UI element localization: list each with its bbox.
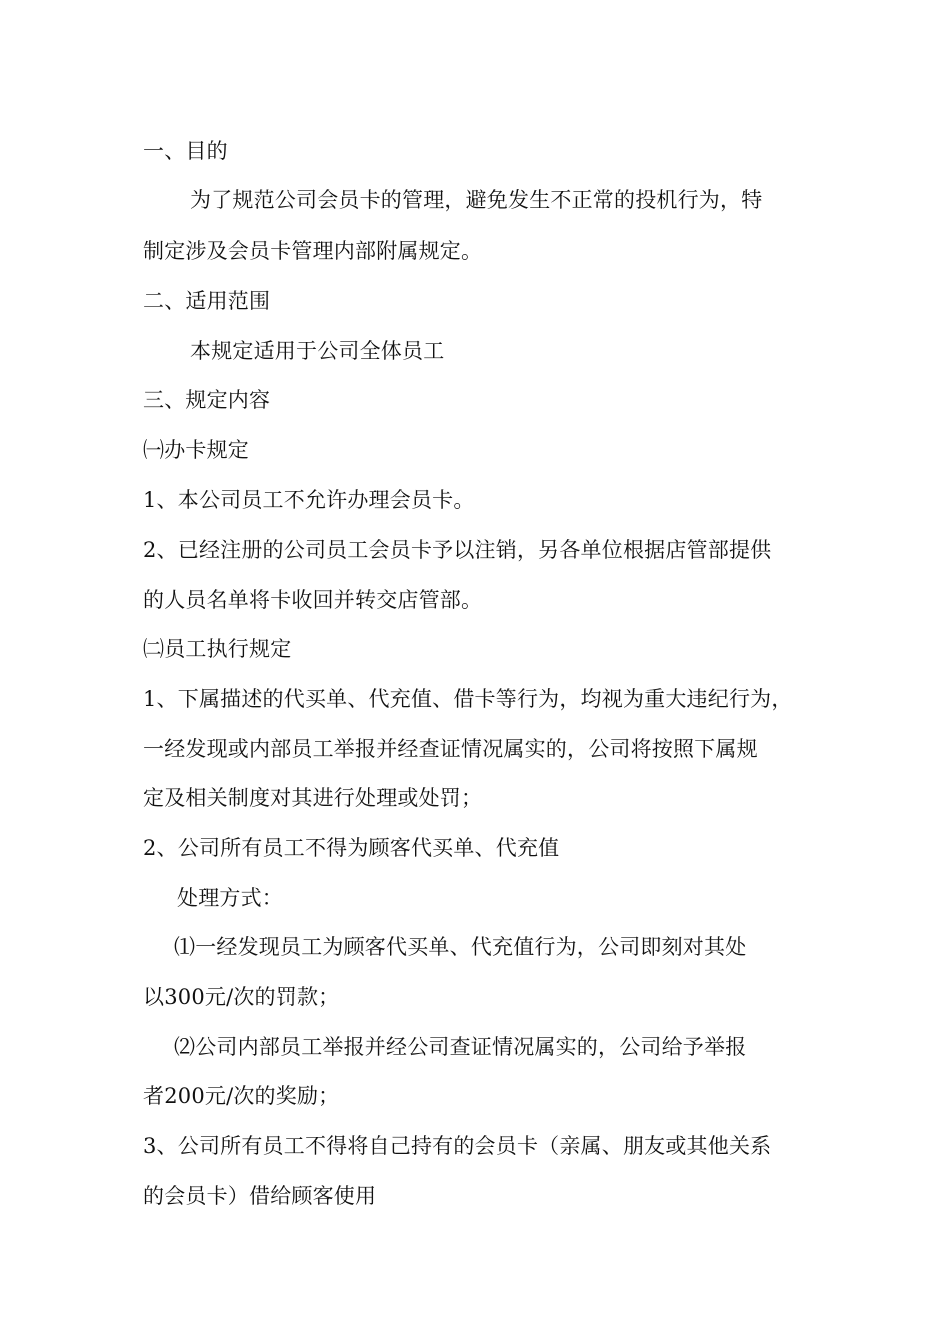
rule-item: 1、下属描述的代买单、代充值、借卡等行为，均视为重大违纪行为，: [143, 687, 793, 711]
paragraph-line: 制定涉及会员卡管理内部附属规定。: [143, 239, 483, 263]
paragraph-line: 的人员名单将卡收回并转交店管部。: [143, 588, 483, 612]
subsection-heading-employee-rules: ㈡员工执行规定: [143, 637, 292, 661]
paragraph-line: 定及相关制度对其进行处理或处罚；: [143, 786, 483, 810]
section-heading-purpose: 一、目的: [143, 139, 228, 163]
section-heading-scope: 二、适用范围: [143, 289, 271, 313]
handling-method-label: 处理方式：: [177, 886, 283, 910]
rule-item: 1、本公司员工不允许办理会员卡。: [143, 488, 475, 512]
paragraph-line: 以300元/次的罚款；: [143, 985, 340, 1009]
section-heading-content: 三、规定内容: [143, 388, 271, 412]
paragraph-line: 者200元/次的奖励；: [143, 1084, 340, 1108]
rule-item: 3、公司所有员工不得将自己持有的会员卡（亲属、朋友或其他关系: [143, 1134, 772, 1158]
subsection-heading-card-application: ㈠办卡规定: [143, 438, 249, 462]
paragraph-line: 的会员卡）借给顾客使用: [143, 1184, 377, 1208]
paragraph-line: 为了规范公司会员卡的管理，避免发生不正常的投机行为，特: [190, 188, 763, 212]
reward-item: ⑵公司内部员工举报并经公司查证情况属实的，公司给予举报: [174, 1035, 747, 1059]
penalty-item: ⑴一经发现员工为顾客代买单、代充值行为，公司即刻对其处: [174, 935, 747, 959]
paragraph-line: 本规定适用于公司全体员工: [190, 339, 445, 363]
rule-item: 2、公司所有员工不得为顾客代买单、代充值: [143, 836, 560, 860]
rule-item: 2、已经注册的公司员工会员卡予以注销，另各单位根据店管部提供: [143, 538, 772, 562]
paragraph-line: 一经发现或内部员工举报并经查证情况属实的，公司将按照下属规: [143, 737, 758, 761]
